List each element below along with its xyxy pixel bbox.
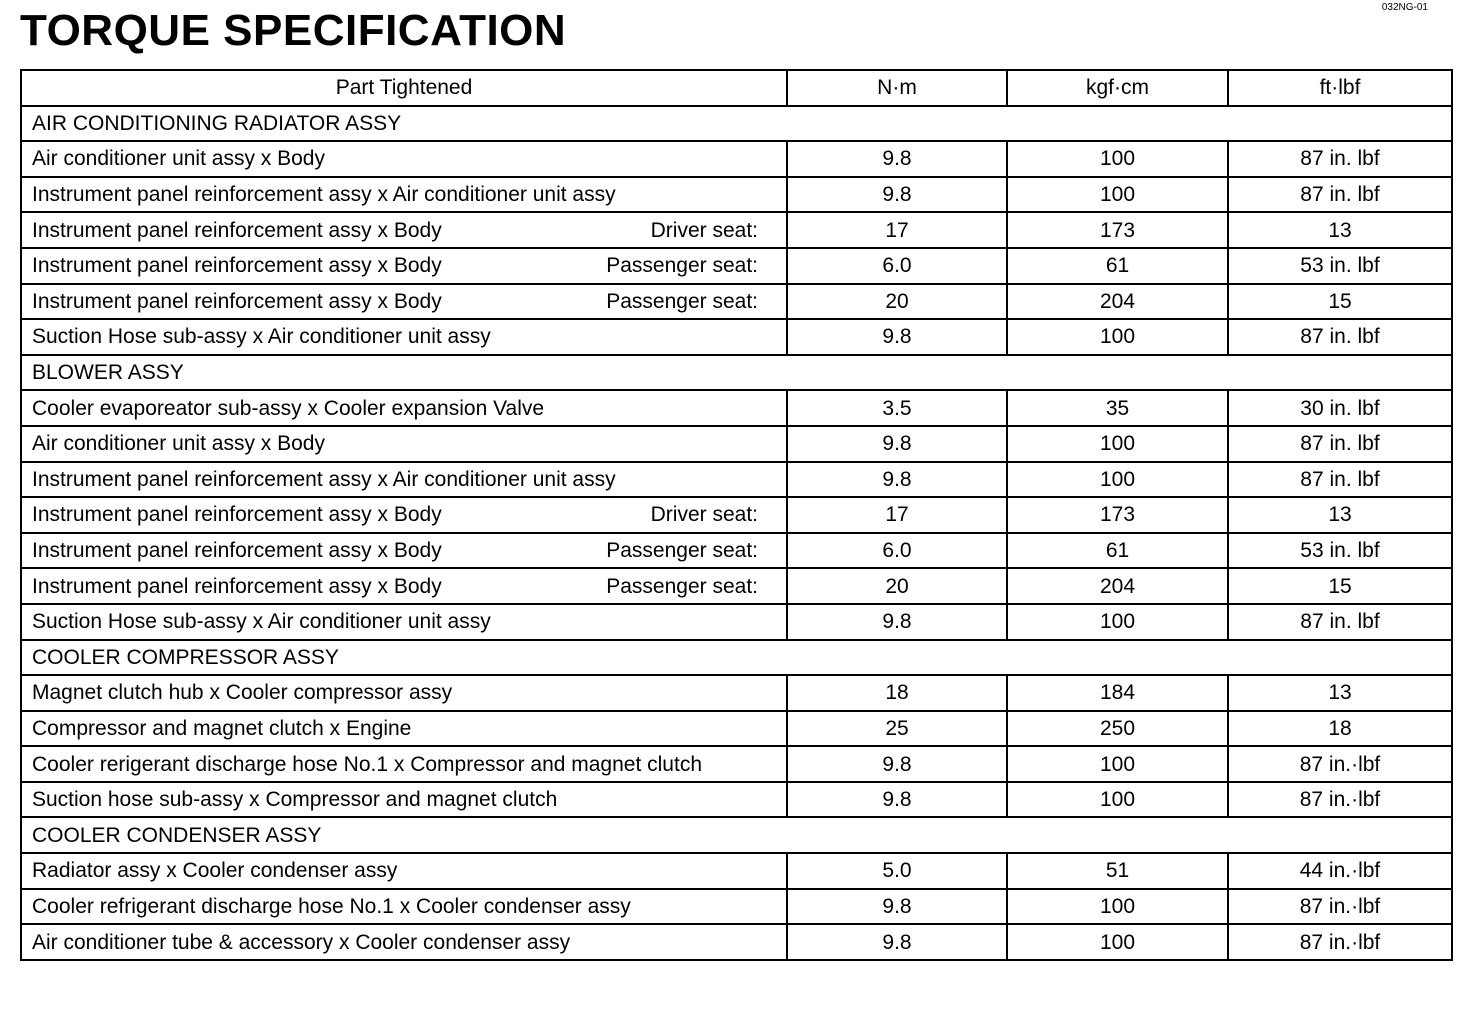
part-cell	[21, 212, 787, 248]
value-ftlbf: 87 in.·lbf	[1228, 924, 1452, 960]
value-ftlbf: 87 in. lbf	[1228, 462, 1452, 498]
table-row	[21, 924, 1452, 960]
value-ftlbf: 18	[1228, 711, 1452, 747]
value-ftlbf: 87 in. lbf	[1228, 141, 1452, 177]
value-nm: 20	[787, 568, 1007, 604]
table-row	[21, 177, 1452, 213]
part-description: Instrument panel reinforcement assy x Body	[32, 254, 442, 278]
part-description: Magnet clutch hub x Cooler compressor assy	[32, 681, 453, 705]
value-ftlbf: 13	[1228, 212, 1452, 248]
value-kgf: 51	[1007, 853, 1228, 889]
part-cell	[21, 177, 787, 213]
section-row	[21, 640, 1452, 676]
section-row	[21, 106, 1452, 142]
value-kgf: 250	[1007, 711, 1228, 747]
part-condition: Passenger seat:	[606, 574, 758, 598]
value-ftlbf: 87 in.·lbf	[1228, 746, 1452, 782]
value-kgf: 204	[1007, 284, 1228, 320]
section-title: COOLER COMPRESSOR ASSY	[21, 640, 1452, 676]
value-ftlbf: 87 in. lbf	[1228, 177, 1452, 213]
part-description: Suction Hose sub-assy x Air conditioner unit assy	[32, 610, 491, 634]
table-row	[21, 248, 1452, 284]
value-ftlbf: 53 in. lbf	[1228, 533, 1452, 569]
part-description: Compressor and magnet clutch x Engine	[32, 716, 412, 740]
value-ftlbf: 13	[1228, 675, 1452, 711]
value-kgf: 100	[1007, 319, 1228, 355]
value-ftlbf: 15	[1228, 284, 1452, 320]
value-kgf: 100	[1007, 782, 1228, 818]
value-ftlbf: 87 in. lbf	[1228, 426, 1452, 462]
value-nm: 9.8	[787, 889, 1007, 925]
value-nm: 17	[787, 212, 1007, 248]
table-row	[21, 853, 1452, 889]
column-header-kgf: kgf·cm	[1007, 70, 1228, 106]
table-row	[21, 746, 1452, 782]
part-condition: Passenger seat:	[606, 254, 758, 278]
column-header-part: Part Tightened	[21, 70, 787, 106]
part-cell	[21, 462, 787, 498]
value-nm: 6.0	[787, 533, 1007, 569]
section-title: AIR CONDITIONING RADIATOR ASSY	[21, 106, 1452, 142]
value-ftlbf: 13	[1228, 497, 1452, 533]
value-nm: 17	[787, 497, 1007, 533]
part-cell	[21, 284, 787, 320]
table-row	[21, 212, 1452, 248]
value-nm: 6.0	[787, 248, 1007, 284]
table-row	[21, 497, 1452, 533]
part-cell	[21, 248, 787, 284]
table-row	[21, 568, 1452, 604]
value-nm: 9.8	[787, 141, 1007, 177]
value-kgf: 204	[1007, 568, 1228, 604]
part-description: Air conditioner unit assy x Body	[32, 147, 325, 171]
part-condition: Passenger seat:	[606, 289, 758, 313]
table-row	[21, 711, 1452, 747]
part-cell	[21, 497, 787, 533]
value-kgf: 100	[1007, 889, 1228, 925]
section-title: COOLER CONDENSER ASSY	[21, 817, 1452, 853]
part-cell	[21, 568, 787, 604]
value-kgf: 100	[1007, 746, 1228, 782]
section-title: BLOWER ASSY	[21, 355, 1452, 391]
document-code: 032NG-01	[1381, 2, 1428, 13]
value-nm: 9.8	[787, 177, 1007, 213]
value-nm: 18	[787, 675, 1007, 711]
value-nm: 9.8	[787, 604, 1007, 640]
section-row	[21, 355, 1452, 391]
value-ftlbf: 30 in. lbf	[1228, 390, 1452, 426]
part-description: Instrument panel reinforcement assy x Body	[32, 289, 442, 313]
part-cell	[21, 141, 787, 177]
value-kgf: 100	[1007, 426, 1228, 462]
value-nm: 5.0	[787, 853, 1007, 889]
part-cell	[21, 711, 787, 747]
part-cell	[21, 675, 787, 711]
value-ftlbf: 15	[1228, 568, 1452, 604]
part-cell	[21, 889, 787, 925]
column-header-nm: N·m	[787, 70, 1007, 106]
part-cell	[21, 426, 787, 462]
value-kgf: 100	[1007, 462, 1228, 498]
value-nm: 9.8	[787, 782, 1007, 818]
table-row	[21, 319, 1452, 355]
part-description: Instrument panel reinforcement assy x Body	[32, 539, 442, 563]
part-description: Cooler evaporeator sub-assy x Cooler expansion Valve	[32, 396, 545, 420]
value-ftlbf: 87 in. lbf	[1228, 604, 1452, 640]
table-body	[21, 106, 1452, 960]
part-description: Suction Hose sub-assy x Air conditioner unit assy	[32, 325, 491, 349]
value-nm: 9.8	[787, 319, 1007, 355]
value-nm: 20	[787, 284, 1007, 320]
part-description: Air conditioner tube & accessory x Cooler condenser assy	[32, 930, 571, 954]
part-description: Radiator assy x Cooler condenser assy	[32, 859, 398, 883]
value-kgf: 61	[1007, 533, 1228, 569]
torque-spec-table	[20, 69, 1453, 961]
column-header-ft: ft·lbf	[1228, 70, 1452, 106]
table-row	[21, 390, 1452, 426]
part-description: Suction hose sub-assy x Compressor and magnet clutch	[32, 788, 558, 812]
table-row	[21, 889, 1452, 925]
value-nm: 3.5	[787, 390, 1007, 426]
part-description: Instrument panel reinforcement assy x Air conditioner unit assy	[32, 183, 616, 207]
part-condition: Passenger seat:	[606, 539, 758, 563]
value-ftlbf: 44 in.·lbf	[1228, 853, 1452, 889]
part-cell	[21, 853, 787, 889]
value-kgf: 173	[1007, 212, 1228, 248]
part-cell	[21, 746, 787, 782]
table-row	[21, 426, 1452, 462]
value-nm: 9.8	[787, 746, 1007, 782]
part-description: Instrument panel reinforcement assy x Body	[32, 218, 442, 242]
value-ftlbf: 87 in.·lbf	[1228, 889, 1452, 925]
value-kgf: 100	[1007, 924, 1228, 960]
value-kgf: 100	[1007, 177, 1228, 213]
table-row	[21, 675, 1452, 711]
part-condition: Driver seat:	[650, 503, 758, 527]
section-row	[21, 817, 1452, 853]
value-nm: 9.8	[787, 924, 1007, 960]
part-condition: Driver seat:	[650, 218, 758, 242]
part-cell	[21, 390, 787, 426]
part-description: Cooler refrigerant discharge hose No.1 x Cooler condenser assy	[32, 894, 631, 918]
value-nm: 9.8	[787, 426, 1007, 462]
value-kgf: 184	[1007, 675, 1228, 711]
part-description: Cooler rerigerant discharge hose No.1 x Compressor and magnet clutch	[32, 752, 703, 776]
value-kgf: 100	[1007, 141, 1228, 177]
table-row	[21, 533, 1452, 569]
value-kgf: 100	[1007, 604, 1228, 640]
value-kgf: 61	[1007, 248, 1228, 284]
part-description: Air conditioner unit assy x Body	[32, 432, 325, 456]
value-nm: 9.8	[787, 462, 1007, 498]
value-ftlbf: 87 in. lbf	[1228, 319, 1452, 355]
part-description: Instrument panel reinforcement assy x Body	[32, 574, 442, 598]
part-description: Instrument panel reinforcement assy x Air conditioner unit assy	[32, 467, 616, 491]
page-title: TORQUE SPECIFICATION	[20, 6, 567, 55]
part-cell	[21, 924, 787, 960]
part-cell	[21, 533, 787, 569]
table-row	[21, 782, 1452, 818]
value-ftlbf: 87 in.·lbf	[1228, 782, 1452, 818]
part-description: Instrument panel reinforcement assy x Body	[32, 503, 442, 527]
value-kgf: 35	[1007, 390, 1228, 426]
table-row	[21, 284, 1452, 320]
part-cell	[21, 782, 787, 818]
table-row	[21, 462, 1452, 498]
value-kgf: 173	[1007, 497, 1228, 533]
header-row	[21, 70, 1452, 106]
value-nm: 25	[787, 711, 1007, 747]
table-row	[21, 141, 1452, 177]
part-cell	[21, 604, 787, 640]
table-row	[21, 604, 1452, 640]
value-ftlbf: 53 in. lbf	[1228, 248, 1452, 284]
part-cell	[21, 319, 787, 355]
